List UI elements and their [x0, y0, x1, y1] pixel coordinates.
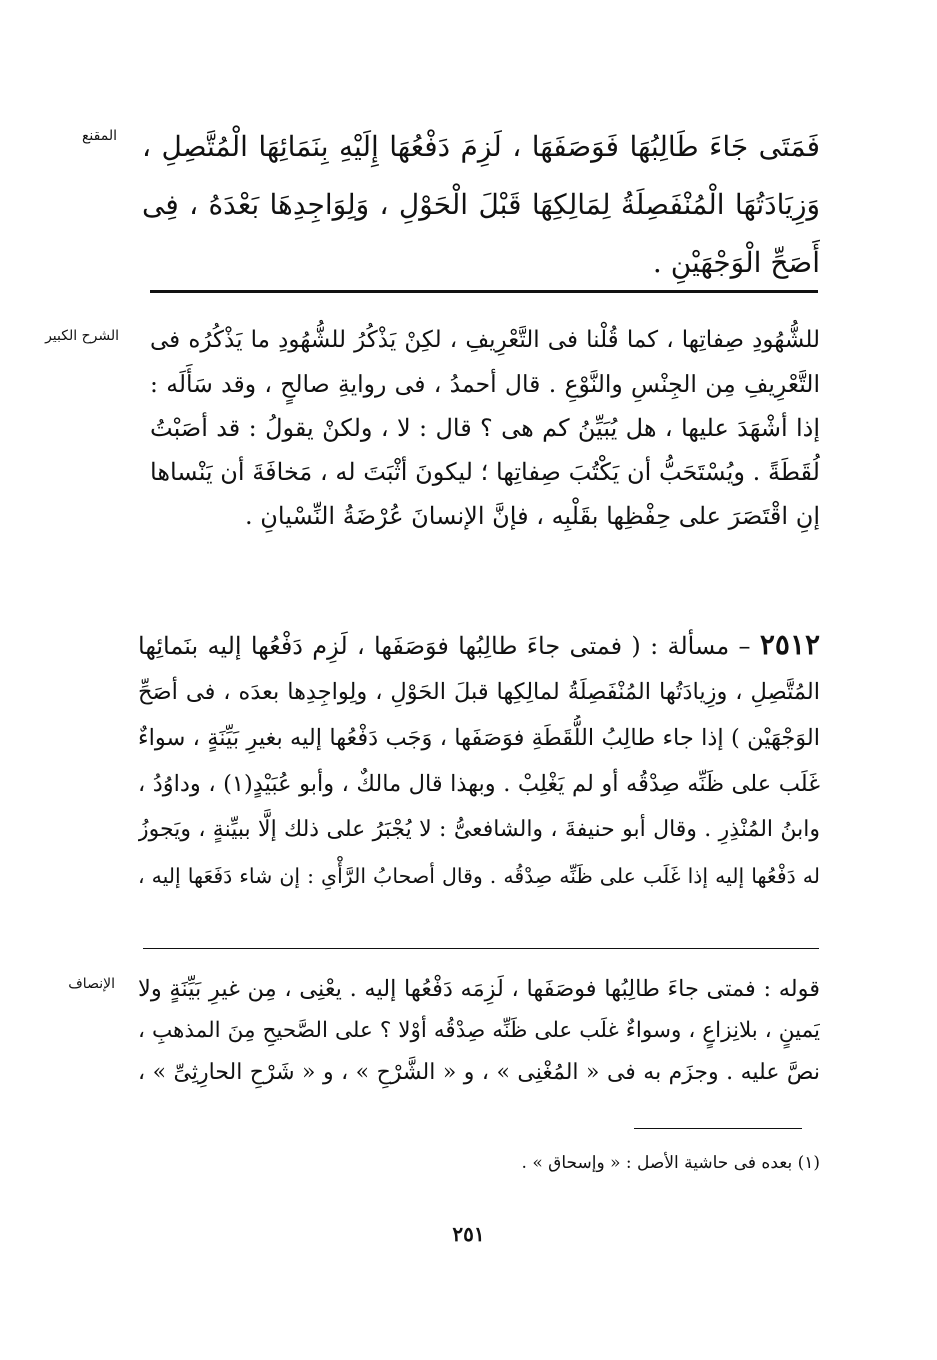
- footnote-text: (١) بعده فى حاشية الأصل : « وإسحاق » .: [521, 1153, 820, 1173]
- masala-line: [138, 622, 820, 669]
- insaf-line: يَمينٍ ، بلانِزاعٍ ، وسواءٌ غلَب على ظَنِّه صِدْقُه أوْلا ؟ على الصَّحيحِ مِنَ المذهبِ ،: [138, 1018, 820, 1043]
- muqni-line: وَزِيَادَتُهَا الْمُنْفَصِلَةُ لِمَالِكِهَا قَبْلَ الْحَوْلِ ، وَلِوَاجِدِهَا بَعْدَهُ ، فِى: [142, 188, 820, 221]
- section-label-sharh: الشرح الكبير: [45, 328, 119, 344]
- sharh-line: إذا أشْهَدَ عليها ، هل يُبَيِّنُ كم هى ؟ قال : لا ، ولكنْ يقولُ : قد أصَبْتُ: [150, 414, 820, 442]
- sharh-line: للشُّهُودِ صِفاتِها ، كما قُلْنا فى التَّعْرِيفِ ، لكِنْ يَذْكُرُ للشُّهُودِ ما يَذْكُرُه فى: [150, 327, 820, 353]
- muqni-line: فَمَتَى جَاءَ طَالِبُهَا فَوَصَفَهَا ، لَزِمَ دَفْعُهَا إِلَيْهِ بِنَمَائِهَا الْمُتَّصِلِ ،: [142, 130, 820, 163]
- section-label-insaf: الإنصاف: [68, 976, 115, 992]
- muqni-text: [142, 118, 820, 292]
- page-number: ٢٥١: [452, 1222, 485, 1246]
- sharh-line: لُقَطَةً . ويُسْتَحَبُّ أن يَكْتُبَ صِفاتِها ؛ ليكونَ أثْبَتَ له ، مَخافَةَ أن يَنْساها: [150, 458, 820, 486]
- sharh-text: [150, 318, 820, 538]
- section-divider: [143, 948, 819, 949]
- footnote: [300, 1150, 820, 1176]
- masala-first-line: – مسألة : ( فمتى جاءَ طالِبُها فوَصَفَها ، لَزِم دَفْعُها إليه بنَمائِها: [138, 632, 760, 660]
- masala-text: [138, 622, 820, 899]
- insaf-line: نصَّ عليه . وجزَم به فى « المُغْنِى » ، و « الشَّرْحِ » ، و « شَرْحِ الحارِثِىِّ » ،: [138, 1060, 820, 1085]
- masala-line: وابنُ المُنْذِرِ . وقال أبو حنيفةَ ، والشافعىُّ : لا يُجْبَرُ على ذلك إلَّا ببيِّنةٍ ، ويَجوزُ: [138, 817, 820, 842]
- masala-line: الوَجْهَيْن ) إذا جاء طالِبُ اللُّقَطَةِ فوَصَفَها ، وَجَب دَفْعُها إليه بغيرِ بَيِّنَةٍ ، سواءٌ: [138, 725, 820, 751]
- insaf-text: [138, 968, 820, 1094]
- section-divider: [150, 290, 818, 293]
- masala-number: ٢٥١٢: [759, 628, 820, 661]
- masala-line: المُتَّصِلِ ، وزِيادَتُها المُنْفَصِلَةُ لمالِكِها قبلَ الحَوْلِ ، ولِواجِدِها بعدَه ، فى أصَحِّ: [138, 679, 820, 705]
- insaf-line: قوله : فمتى جاءَ طالِبُها فوصَفَها ، لَزِمَه دَفْعُها إليه . يعْنِى ، مِن غيرِ بَيِّنَةٍ ولا: [138, 976, 820, 1002]
- sharh-line: التَّعْرِيفِ مِن الجِنْسِ والنَّوْعِ . قال أحمدُ ، فى روايةِ صالحٍ ، وقد سَأَلَه :: [150, 370, 820, 398]
- masala-line: غَلَب على ظَنِّه صِدْقُه أو لم يَغْلِبْ . وبهذا قال مالكٌ ، وأبو عُبَيْدٍ(١) ، وداوُدُ ،: [138, 771, 820, 797]
- sharh-line: إنِ اقْتَصَرَ على حِفْظِها بقَلْبِه ، فإنَّ الإنسانَ عُرْضَةُ النِّسْيانِ .: [245, 502, 820, 530]
- muqni-line: أَصَحِّ الْوَجْهَيْنِ .: [652, 246, 820, 279]
- masala-line: له دَفْعُها إليه إذا غَلَب على ظَنِّه صِدْقُه . وقال أصحابُ الرَّأْىِ : إن شاء دَفَعَها إليه ،: [138, 864, 820, 888]
- section-label-muqni: المقنع: [81, 128, 117, 144]
- footnote-rule: [634, 1128, 802, 1129]
